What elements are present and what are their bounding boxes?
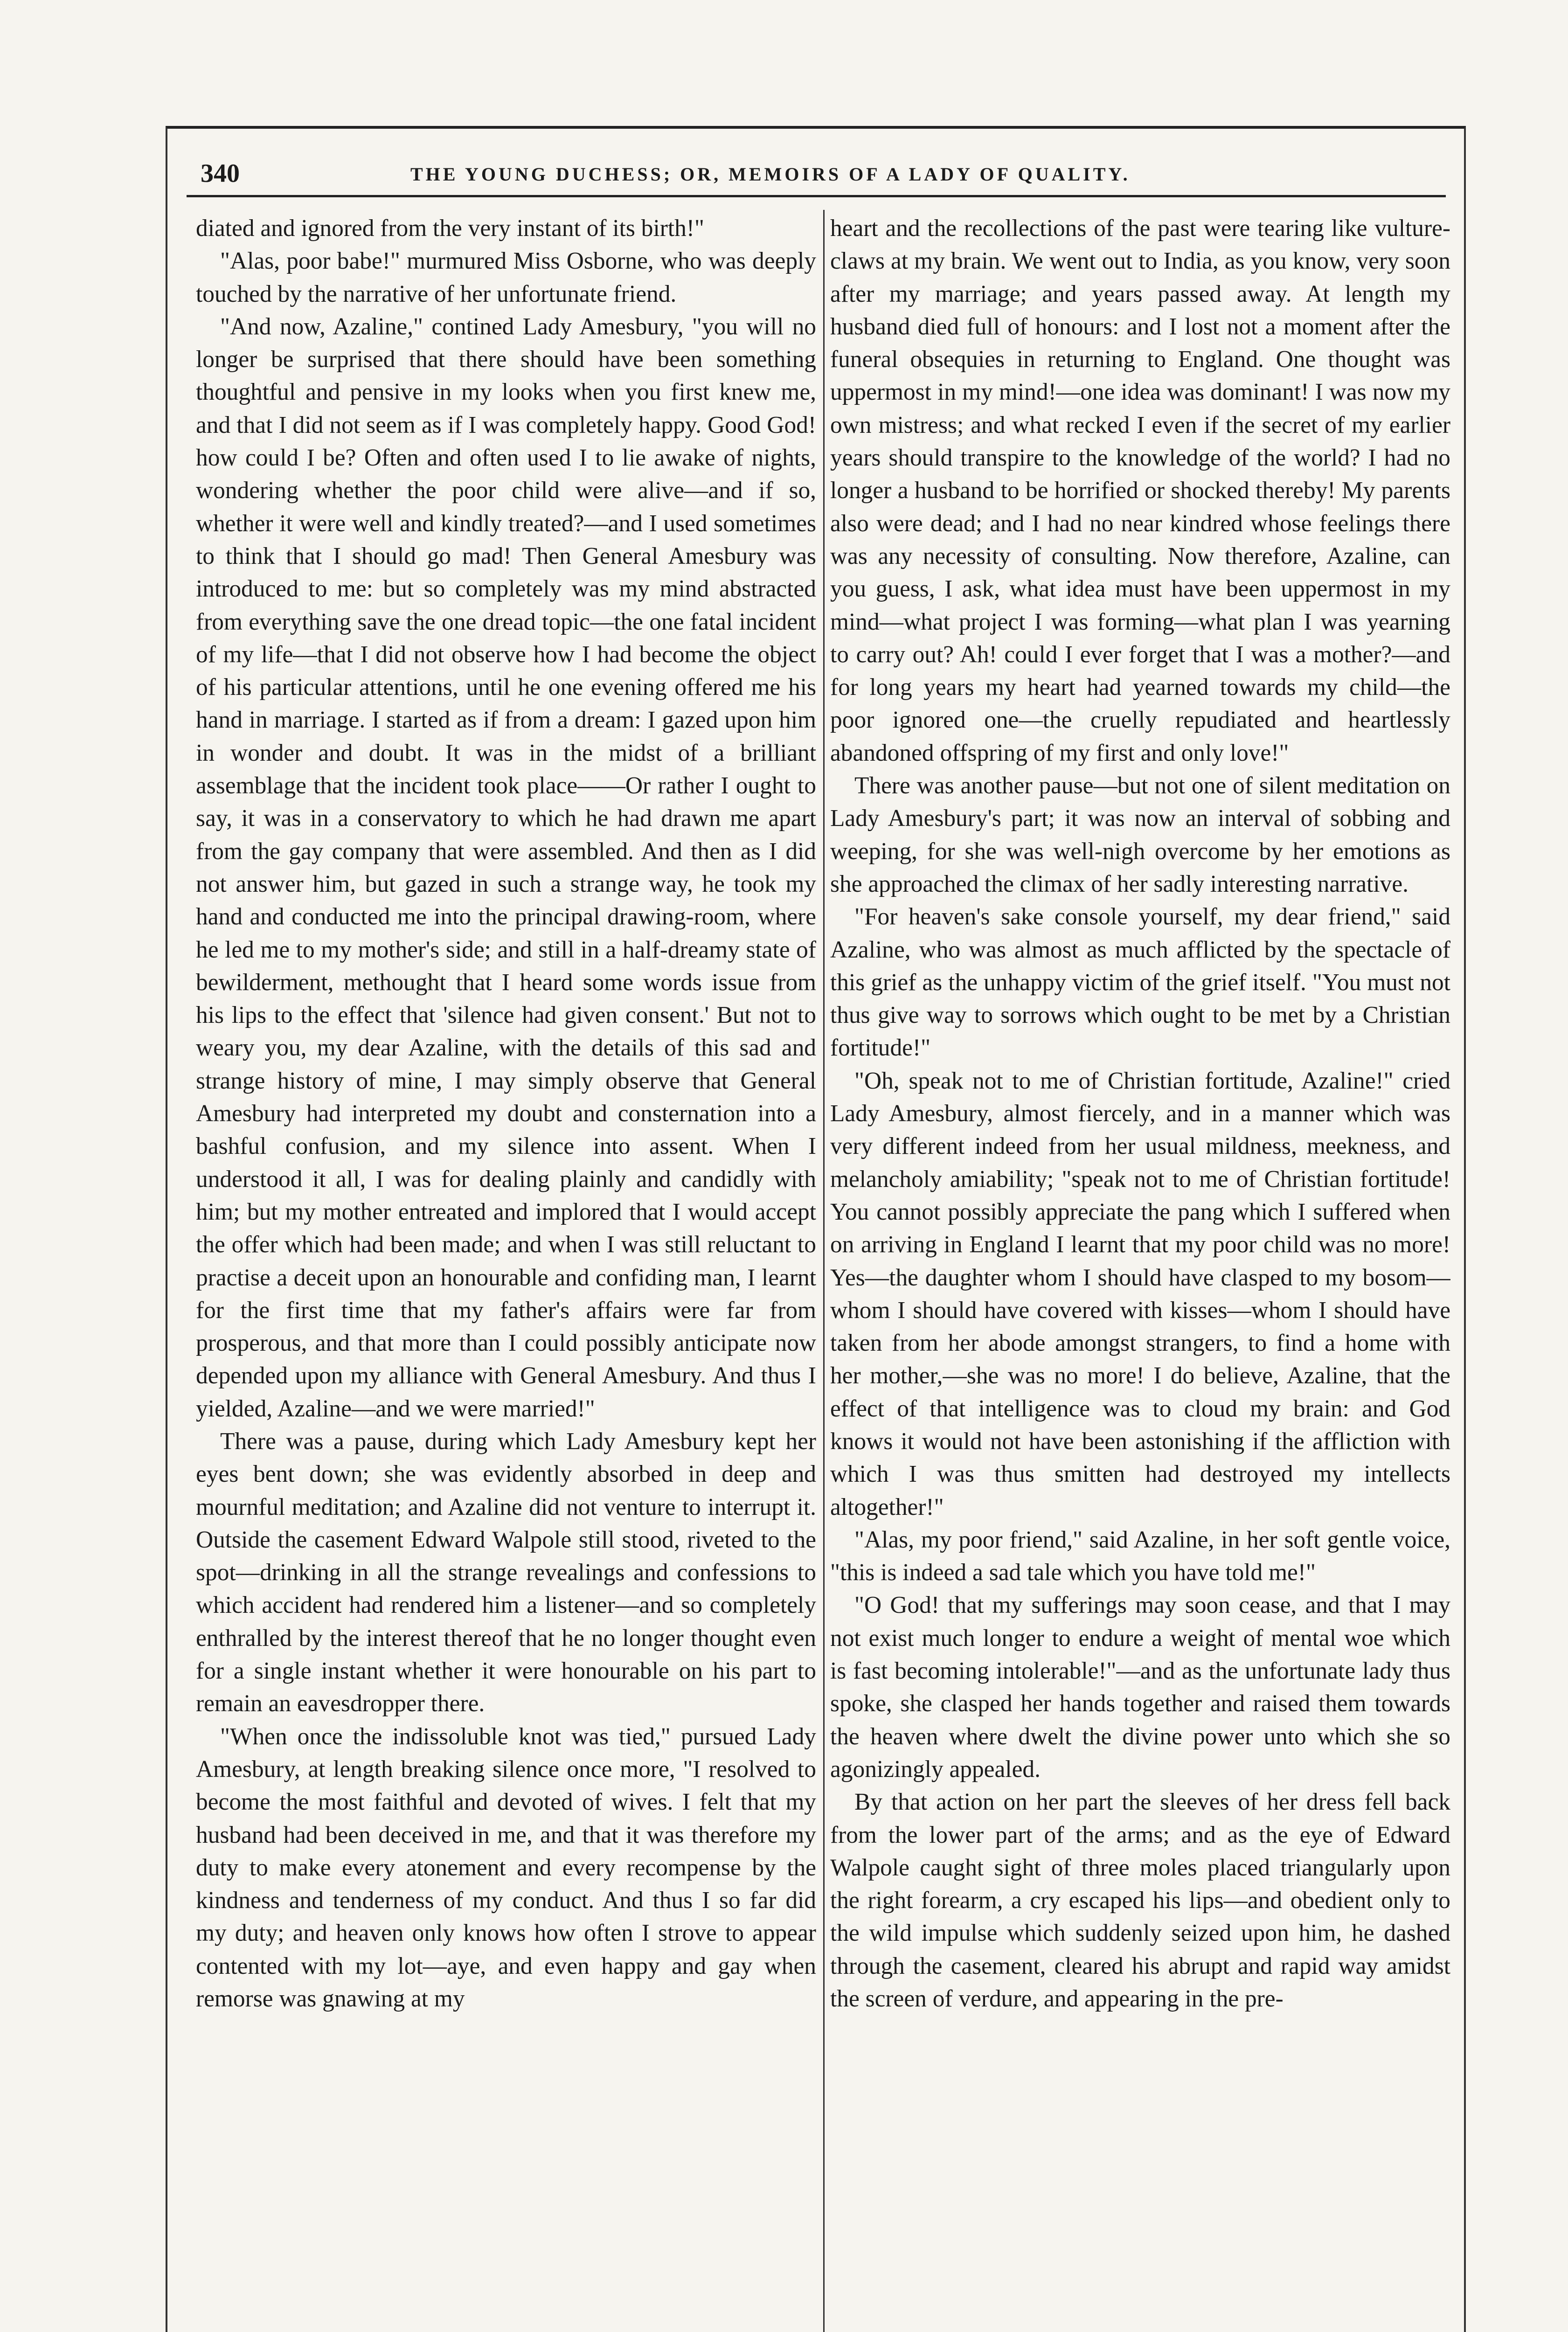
paragraph: heart and the recollections of the past were tearing like vulture-claws at my brain. We went out to India, as you know, very soon after my marriage; and years passed away. At length my husband died full of honours: and I lost not a moment after the funeral obsequies in returning to England. One thought was uppermost in my mind!—one idea was dominant! I was now my own mistress; and what recked I even if the secret of my earlier years should transpire to the knowledge of the world? I had no longer a husband to be horrified or shocked thereby! My parents also were dead; and I had no near kindred whose feelings there was any necessity of consulting. Now therefore, Azaline, can you guess, I ask, what idea must have been uppermost in my mind—what project I was forming—what plan I was yearning to carry out? Ah! could I ever forget that I was a mother?—and for long years my heart had yearned towards my child—the poor ignored one—the cruelly repudiated and heartlessly abandoned offspring of my first and only love!": [830, 215, 1450, 766]
paragraph: "Alas, poor babe!" murmured Miss Osborne, who was deeply touched by the narrative of her unfortunate friend.: [196, 248, 816, 307]
paragraph: "O God! that my sufferings may soon cease, and that I may not exist much longer to endure a weight of mental woe which is fast becoming intolerable!"—and as the unfortunate lady thus spoke, she clasped her hands together and raised them towards the heaven where dwelt the divine power unto which she so agonizingly appealed.: [830, 1592, 1450, 1783]
header-rule: [187, 195, 1446, 197]
running-title: THE YOUNG DUCHESS; OR, MEMOIRS OF A LADY OF QUALITY.: [410, 164, 1131, 185]
paragraph: There was another pause—but not one of silent meditation on Lady Amesbury's part; it was now an interval of sobbing and weeping, for she was well-nigh overcome by her emotions as she approached the climax of her sadly interesting narrative.: [830, 772, 1450, 897]
page-number: 340: [201, 159, 240, 188]
paragraph: By that action on her part the sleeves of her dress fell back from the lower part of the arms; and as the eye of Edward Walpole caught sight of three moles placed triangularly upon the right forearm, a cry escaped his lips—and obedient only to the wild impulse which suddenly seized upon him, he dashed through the casement, cleared his abrupt and rapid way amidst the screen of verdure, and appearing in the pre-: [830, 1789, 1450, 2013]
paragraph: "For heaven's sake console yourself, my dear friend," said Azaline, who was almost as much afflicted by the spectacle of this grief as the unhappy victim of the grief itself. "You must not thus give way to sorrows which ought to be met by a Christian fortitude!": [830, 903, 1450, 1062]
paragraph: "And now, Azaline," contined Lady Amesbury, "you will no longer be surprised that there should have been something thoughtful and pensive in my looks when you first knew me, and that I did not seem as if I was completely happy. Good God! how could I be? Often and often used I to lie awake of nights, wondering whether the poor child were alive—and if so, whether it were well and kindly treated?—and I used sometimes to think that I should go mad! Then General Amesbury was introduced to me: but so completely was my mind abstracted from everything save the one dread topic—the one fatal incident of my life—that I did not observe how I had become the object of his particular attentions, until he one evening offered me his hand in marriage. I started as if from a dream: I gazed upon him in wonder and doubt. It was in the midst of a brilliant assemblage that the incident took place——Or rather I ought to say, it was in a conservatory to which he had drawn me apart from the gay company that were assembled. And then as I did not answer him, but gazed in such a strange way, he took my hand and conducted me into the principal drawing-room, where he led me to my mother's side; and still in a half-dreamy state of bewilderment, methought that I heard some words issue from his lips to the effect that 'silence had given consent.' But not to weary you, my dear Azaline, with the details of this sad and strange history of mine, I may simply observe that General Amesbury had interpreted my doubt and consternation into a bashful confusion, and my silence into assent. When I understood it all, I was for dealing plainly and candidly with him; but my mother entreated and implored that I would accept the offer which had been made; and when I was still reluctant to practise a deceit upon an honourable and confiding man, I learnt for the first time that my father's affairs were far from prosperous, and that more than I could possibly anticipate now depended upon my alliance with General Amesbury. And thus I yielded, Azaline—and we were married!": [196, 313, 816, 1422]
paragraph: diated and ignored from the very instant of its birth!": [196, 215, 704, 242]
paragraph: "Alas, my poor friend," said Azaline, in her soft gentle voice, "this is indeed a sad tale which you have told me!": [830, 1526, 1450, 1586]
column-divider: [823, 210, 825, 2332]
paragraph: "Oh, speak not to me of Christian fortitude, Azaline!" cried Lady Amesbury, almost fiercely, and in a manner which was very different indeed from her usual mildness, meekness, and melancholy amiability; "speak not to me of Christian fortitude! You cannot possibly appreciate the pang which I suffered when on arriving in England I learnt that my poor child was no more! Yes—the daughter whom I should have clasped to my bosom—whom I should have covered with kisses—whom I should have taken from her abode amongst strangers, to find a home with her mother,—she was no more! I do believe, Azaline, that the effect of that intelligence was to cloud my brain: and God knows it would not have been astonishing if the affliction with which I was thus smitten had destroyed my intellects altogether!": [830, 1067, 1450, 1520]
right-column: [830, 212, 1450, 2332]
paragraph: There was a pause, during which Lady Amesbury kept her eyes bent down; she was evidently absorbed in deep and mournful meditation; and Azaline did not venture to interrupt it. Outside the casement Edward Walpole still stood, riveted to the spot—drinking in all the strange revealings and confessions to which accident had rendered him a listener—and so completely enthralled by the interest thereof that he no longer thought even for a single instant whether it were honourable on his part to remain an eavesdropper there.: [196, 1428, 816, 1717]
left-column: [196, 212, 816, 2332]
paragraph: "When once the indissoluble knot was tied," pursued Lady Amesbury, at length breaking silence once more, "I resolved to become the most faithful and devoted of wives. I felt that my husband had been deceived in me, and that it was therefore my duty to make every atonement and every recompense by the kindness and tenderness of my conduct. And thus I so far did my duty; and heaven only knows how often I strove to appear contented with my lot—aye, and even happy and gay when remorse was gnawing at my: [196, 1723, 816, 2013]
